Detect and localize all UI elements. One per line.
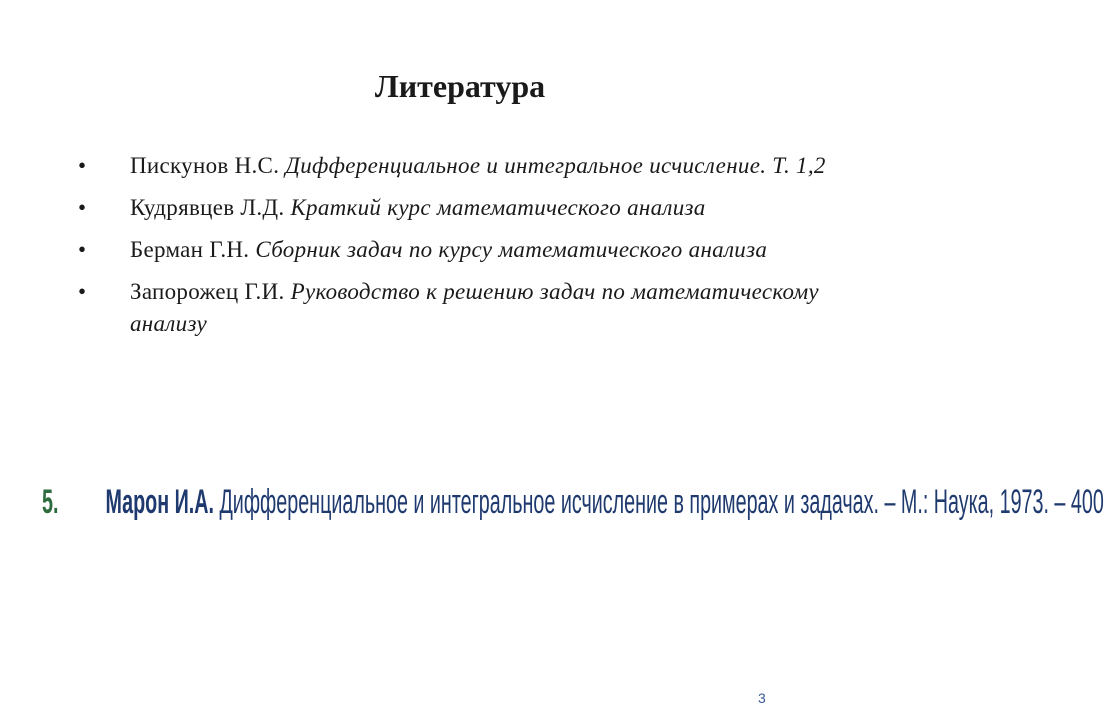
reference-item bbox=[78, 150, 878, 182]
reference-author: Берман Г.Н. bbox=[130, 237, 256, 262]
extra-reference bbox=[42, 472, 1104, 532]
page-number: 3 bbox=[758, 690, 766, 706]
reference-item bbox=[78, 276, 878, 340]
extra-reference-number: 5. bbox=[42, 483, 59, 521]
reference-item bbox=[78, 192, 878, 224]
reference-title: Сборник задач по курсу математического анализа bbox=[255, 237, 768, 262]
extra-reference-author: Марон И.А. bbox=[105, 483, 220, 521]
bullet-icon: • bbox=[78, 153, 87, 178]
reference-list bbox=[78, 150, 878, 350]
reference-title: Краткий курс математического анализа bbox=[290, 195, 706, 220]
bullet-icon: • bbox=[78, 237, 87, 262]
reference-author: Пискунов Н.С. bbox=[130, 153, 286, 178]
reference-author: Кудрявцев Л.Д. bbox=[130, 195, 291, 220]
bullet-icon: • bbox=[78, 279, 87, 304]
reference-item bbox=[78, 234, 878, 266]
reference-author: Запорожец Г.И. bbox=[130, 279, 291, 304]
bullet-icon: • bbox=[78, 195, 87, 220]
extra-reference-text: Дифференциальное и интегральное исчисление в примерах и задачах. – М.: Наука, 1973. – 400 bbox=[219, 483, 1104, 521]
reference-title: Дифференциальное и интегральное исчисление. Т. 1,2 bbox=[285, 153, 826, 178]
slide-title: Литература bbox=[374, 68, 546, 104]
reference-title: Руководство к решению задач по математическому анализу bbox=[130, 279, 819, 336]
